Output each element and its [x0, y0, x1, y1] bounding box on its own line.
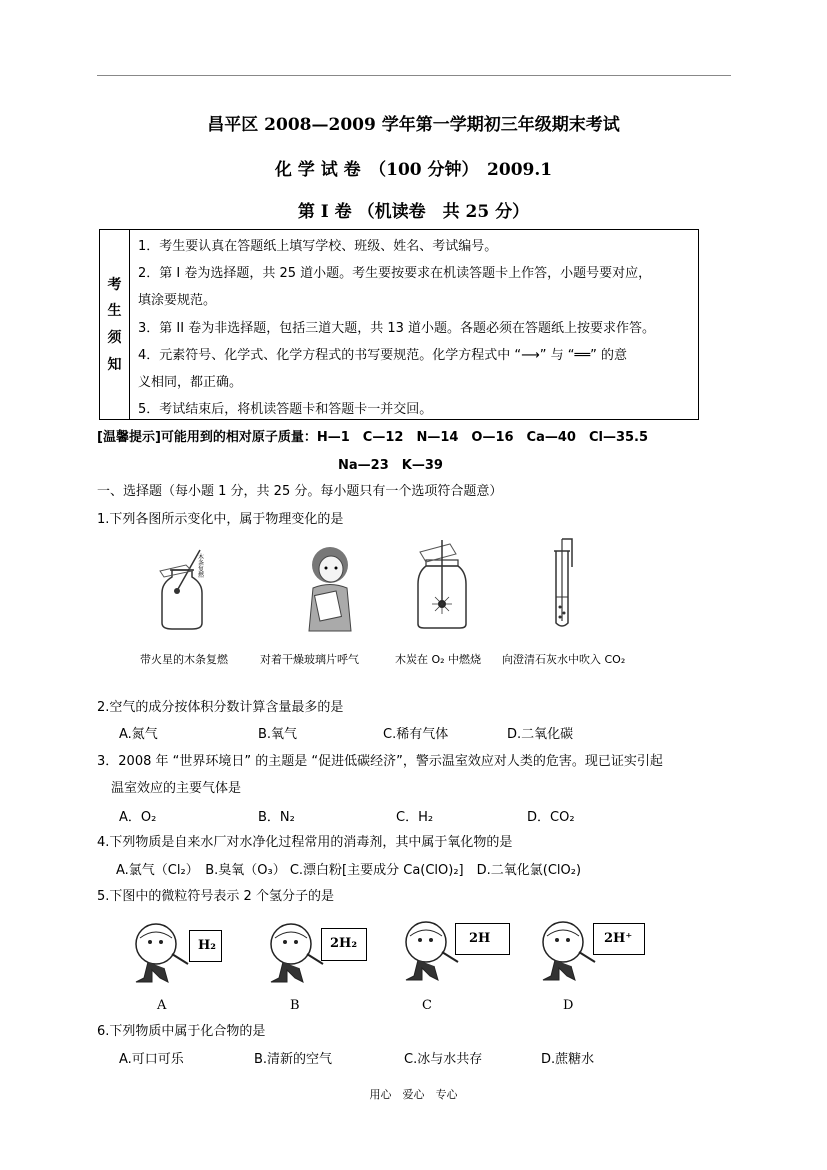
- q1-caption-a: 带火星的木条复燃: [140, 653, 228, 666]
- exam-title: 昌平区 2008—2009 学年第一学期初三年级期末考试: [207, 115, 620, 135]
- q5-label-b: B: [290, 998, 300, 1013]
- q2-option-c: C.稀有气体: [383, 727, 449, 742]
- sign-a-text: H₂: [198, 938, 216, 953]
- q6-stem: 6.下列物质中属于化合物的是: [97, 1024, 266, 1039]
- q3-option-d: D．CO₂: [527, 810, 575, 825]
- notice-line: 5．考试结束后，将机读答题卡和答题卡一并交回。: [138, 402, 433, 417]
- header-rule: [97, 75, 731, 76]
- q1-caption-c: 木炭在 O₂ 中燃烧: [395, 653, 482, 666]
- notice-line: 2．第 I 卷为选择题，共 25 道小题。考生要按要求在机读答题卡上作答，小题号要对应，: [138, 266, 652, 281]
- test-tube-illustration: [542, 537, 582, 631]
- q6-option-a: A.可口可乐: [119, 1052, 184, 1067]
- q3-option-c: C．H₂: [396, 810, 434, 825]
- notice-head-char: 生: [107, 303, 122, 319]
- jar-charcoal-illustration: [412, 540, 472, 632]
- q6-option-c: C.冰与水共存: [404, 1052, 483, 1067]
- part1-heading: 一、选择题（每小题 1 分，共 25 分。每小题只有一个选项符合题意）: [97, 484, 503, 499]
- q5-label-a: A: [157, 998, 167, 1013]
- exam-subtitle: 化 学 试 卷 （100 分钟） 2009.1: [274, 160, 553, 180]
- q2-stem: 2.空气的成分按体积分数计算含量最多的是: [97, 700, 344, 715]
- q4-stem: 4.下列物质是自来水厂对水净化过程常用的消毒剂，其中属于氧化物的是: [97, 835, 513, 850]
- sign-c: [455, 923, 510, 955]
- sign-b-text: 2H₂: [330, 936, 358, 951]
- splint-tag: 木条复燃: [198, 554, 205, 579]
- page-footer: 用心 爱心 专心: [369, 1088, 458, 1101]
- q3-stem: 3．2008 年 “世界环境日” 的主题是 “促进低碳经济”，警示温室效应对人类的危害。现已证实引起: [97, 754, 663, 769]
- section-title: 第 I 卷 （机读卷 共 25 分）: [297, 202, 530, 222]
- sign-c-text: 2H: [469, 931, 491, 946]
- q5-label-c: C: [422, 998, 432, 1013]
- q1-stem: 1.下列各图所示变化中，属于物理变化的是: [97, 512, 344, 527]
- atomic-mass-tip: [温馨提示]可能用到的相对原子质量：H—1 C—12 N—14 O—16 Ca—40 Cl—35.5: [97, 430, 649, 445]
- notice-box: [99, 229, 699, 420]
- sign-a: [189, 930, 222, 962]
- atomic-mass-tip-cont: Na—23 K—39: [338, 458, 443, 473]
- notice-head-char: 须: [107, 330, 122, 346]
- notice-line: 1．考生要认真在答题纸上填写学校、班级、姓名、考试编号。: [138, 239, 498, 254]
- sign-b: [321, 928, 367, 961]
- notice-line: 填涂要规范。: [138, 293, 217, 308]
- sign-d-text: 2H⁺: [604, 931, 633, 946]
- q2-option-a: A.氮气: [119, 727, 158, 742]
- q1-caption-b: 对着干燥玻璃片呼气: [260, 653, 359, 666]
- q4-options: A.氯气（Cl₂） B.臭氧（O₃） C.漂白粉[主要成分 Ca(ClO)₂] D.二氧化氯(ClO₂): [116, 863, 582, 878]
- notice-head: [100, 230, 130, 419]
- q2-option-d: D.二氧化碳: [507, 727, 574, 742]
- q5-label-d: D: [563, 998, 574, 1013]
- notice-head-char: 知: [107, 357, 122, 373]
- q3-option-b: B．N₂: [258, 810, 295, 825]
- q2-option-b: B.氧气: [258, 727, 298, 742]
- q6-option-b: B.清新的空气: [254, 1052, 333, 1067]
- q5-stem: 5.下图中的微粒符号表示 2 个氢分子的是: [97, 889, 334, 904]
- notice-line: 义相同，都正确。: [138, 375, 243, 390]
- q1-caption-d: 向澄清石灰水中吹入 CO₂: [502, 653, 626, 666]
- q3-stem-cont: 温室效应的主要气体是: [111, 781, 242, 796]
- q6-option-d: D.蔗糖水: [541, 1052, 595, 1067]
- notice-head-char: 考: [107, 277, 122, 293]
- bottle-splint-illustration: [152, 545, 222, 635]
- sign-d: [593, 923, 645, 955]
- girl-breathing-illustration: [295, 543, 365, 635]
- notice-line: 4．元素符号、化学式、化学方程式的书写要规范。化学方程式中 “⟶” 与 “══” 的意: [138, 348, 628, 363]
- q3-option-a: A．O₂: [119, 810, 157, 825]
- notice-line: 3．第 II 卷为非选择题，包括三道大题，共 13 道小题。各题必须在答题纸上按要求作答。: [138, 321, 656, 336]
